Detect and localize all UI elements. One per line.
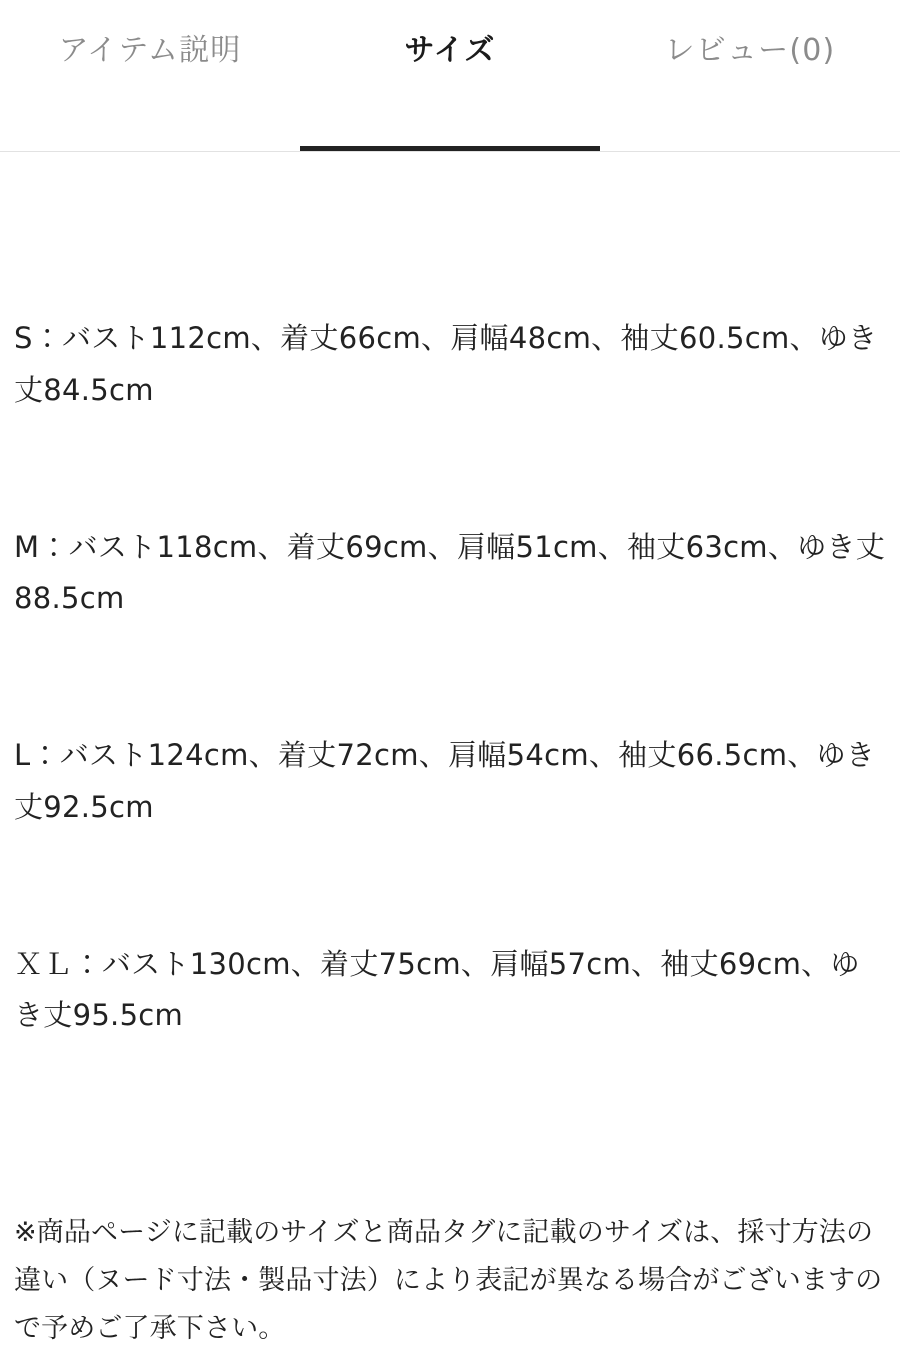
tab-bar — [0, 0, 900, 152]
tab-reviews[interactable] — [600, 0, 900, 151]
tab-item-description[interactable] — [0, 0, 300, 151]
size-disclaimer-note: ※商品ページに記載のサイズと商品タグに記載のサイズは、採寸方法の違い（ヌード寸法・製品寸法）により表記が異なる場合がございますので予めご了承下さい。 — [14, 1216, 883, 1345]
size-line-xl: ＸＬ：バスト130cm、着丈75cm、肩幅57cm、袖丈69cm、ゆき丈95.5cm — [14, 946, 860, 1033]
size-tab-content — [0, 152, 900, 1353]
tab-size[interactable] — [300, 0, 600, 151]
size-measurements — [14, 210, 886, 1147]
size-line-s: S：バスト112cm、着丈66cm、肩幅48cm、袖丈60.5cm、ゆき丈84.5cm — [14, 321, 878, 407]
tab-label: レビュー(0) — [664, 32, 836, 68]
size-line-l: L：バスト124cm、着丈72cm、肩幅54cm、袖丈66.5cm、ゆき丈92.5cm — [14, 738, 876, 824]
tab-label: アイテム説明 — [58, 32, 242, 68]
tab-label: サイズ — [404, 32, 496, 68]
size-line-m: M：バスト118cm、着丈69cm、肩幅51cm、袖丈63cm、ゆき丈88.5cm — [14, 529, 886, 616]
